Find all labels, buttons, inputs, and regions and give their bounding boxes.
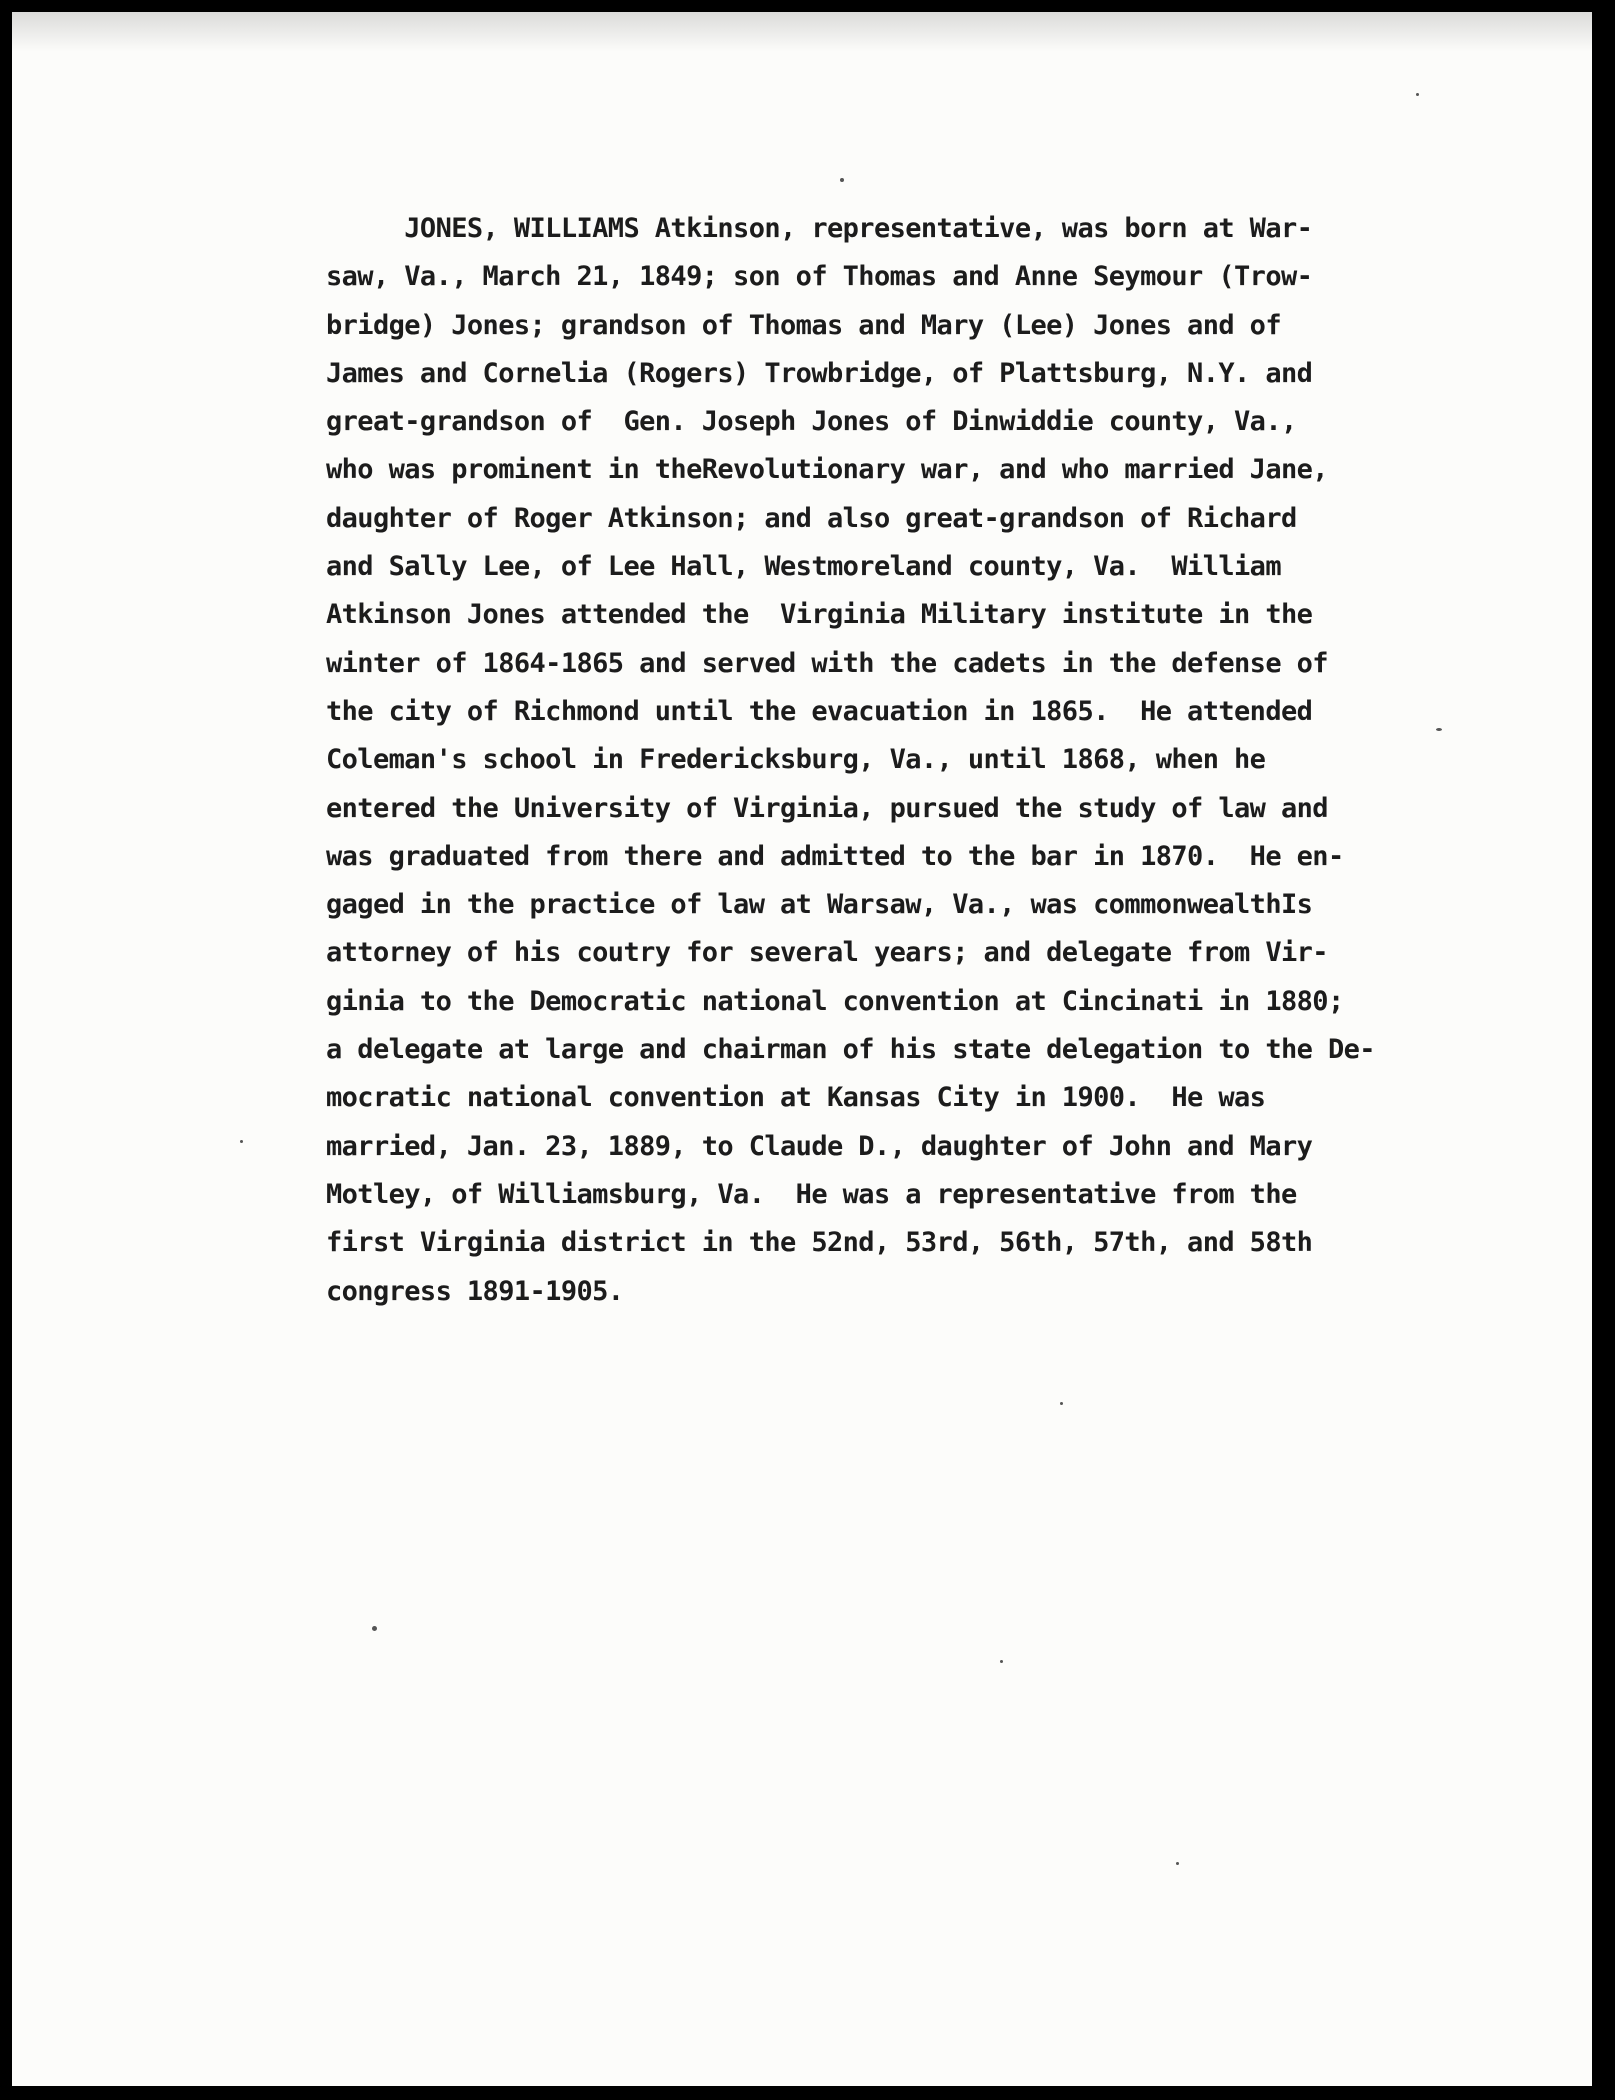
text-line: a delegate at large and chairman of his state delegation to the De-	[326, 1034, 1375, 1066]
scan-speck	[1436, 728, 1442, 731]
text-line: James and Cornelia (Rogers) Trowbridge, of Plattsburg, N.Y. and	[326, 357, 1313, 389]
scan-speck	[840, 178, 844, 182]
text-line: entered the University of Virginia, pursued the study of law and	[326, 792, 1328, 824]
text-line: first Virginia district in the 52nd, 53rd, 56th, 57th, and 58th	[326, 1227, 1313, 1259]
scan-speck	[1416, 93, 1419, 96]
scan-speck	[372, 1626, 377, 1631]
scan-speck	[1060, 1402, 1063, 1405]
text-line: the city of Richmond until the evacuation in 1865. He attended	[326, 695, 1313, 727]
text-line: Atkinson Jones attended the Virginia Military institute in the	[326, 599, 1313, 631]
text-line: attorney of his coutry for several years; and delegate from Vir-	[326, 937, 1328, 969]
text-line: was graduated from there and admitted to the bar in 1870. He en-	[326, 840, 1344, 872]
text-line: who was prominent in theRevolutionary war, and who married Jane,	[326, 454, 1328, 486]
text-line: ginia to the Democratic national convention at Cincinati in 1880;	[326, 985, 1344, 1017]
text-line: daughter of Roger Atkinson; and also great-grandson of Richard	[326, 502, 1297, 534]
text-line: congress 1891-1905.	[326, 1275, 624, 1307]
text-line: and Sally Lee, of Lee Hall, Westmoreland county, Va. William	[326, 551, 1281, 583]
text-line: Coleman's school in Fredericksburg, Va., until 1868, when he	[326, 744, 1266, 776]
text-line: mocratic national convention at Kansas City in 1900. He was	[326, 1082, 1266, 1114]
scan-border-right	[1592, 0, 1615, 2100]
scan-speck	[1176, 1862, 1179, 1865]
text-line: married, Jan. 23, 1889, to Claude D., daughter of John and Mary	[326, 1130, 1313, 1162]
text-line: bridge) Jones; grandson of Thomas and Mary (Lee) Jones and of	[326, 309, 1281, 341]
text-line: great-grandson of Gen. Joseph Jones of Dinwiddie county, Va.,	[326, 406, 1297, 438]
text-line: saw, Va., March 21, 1849; son of Thomas and Anne Seymour (Trow-	[326, 261, 1313, 293]
scan-speck	[240, 1140, 243, 1143]
scan-speck	[1000, 1660, 1003, 1663]
text-line: JONES, WILLIAMS Atkinson, representative, was born at War-	[326, 213, 1313, 244]
biography-text	[326, 205, 1406, 1316]
scan-border-bottom	[0, 2086, 1615, 2100]
scan-top-grain	[12, 12, 1592, 52]
text-line: winter of 1864-1865 and served with the cadets in the defense of	[326, 647, 1328, 679]
text-line: gaged in the practice of law at Warsaw, Va., was commonwealthIs	[326, 889, 1313, 921]
text-line: Motley, of Williamsburg, Va. He was a representative from the	[326, 1178, 1297, 1210]
